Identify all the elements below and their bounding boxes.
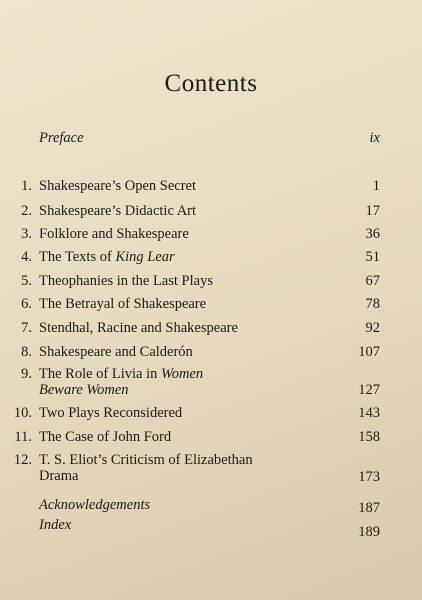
title-italic-text: Women [161,366,204,382]
toc-entry-number: 12. [13,452,32,468]
toc-entry-number: 5. [21,273,32,289]
page-title: Contents [164,70,258,97]
title-text: The Role of Livia in [39,366,162,382]
toc-entry-number: 2. [21,203,32,219]
toc-entry-title: Stendhal, Racine and Shakespeare [39,320,238,336]
toc-entry-title: The Betrayal of Shakespeare [39,296,207,312]
title-italic-text: King Lear [115,249,175,265]
toc-entry-page: 78 [365,296,380,312]
toc-entry-title: Folklore and Shakespeare [39,226,189,242]
title-text: T. S. Eliot’s Criticism of Elizabethan [39,452,253,468]
toc-entry-number: 10. [13,405,32,421]
title-text: The Texts of [39,249,116,265]
toc-entry-title: Shakespeare and Calderón [39,344,193,360]
toc-entry-number: 7. [21,320,32,336]
toc-entry-number: 6. [21,296,32,312]
toc-entry-title: Shakespeare’s Open Secret [39,178,197,194]
toc-entry-number: 11. [14,429,32,445]
toc-entry-title: Shakespeare’s Didactic Art [39,203,197,219]
toc-entry-page: 158 [358,429,380,445]
toc-entry-page: 107 [358,344,380,360]
toc-entry-page: 67 [365,273,380,289]
title-italic-line2: Beware Women [39,382,129,398]
toc-entry-title [39,249,339,265]
toc-entry-title: Theophanies in the Last Plays [39,273,213,289]
toc-entry-page: 17 [365,203,380,219]
toc-entry-page: 127 [358,382,380,398]
toc-entry-page: 173 [358,469,380,485]
title-line2: Drama [39,468,79,484]
toc-entry-title [39,452,339,484]
toc-entry-page: 36 [365,226,380,242]
toc-entry-title: Index [39,517,72,533]
toc-entry-number: 3. [21,226,32,242]
toc-entry-number: 4. [21,249,32,265]
toc-entry-title: Two Plays Reconsidered [39,405,183,421]
toc-entry-title [39,366,339,398]
toc-entry-title: Preface [39,130,84,146]
toc-entry-page: 51 [365,249,380,265]
toc-entry-page: 143 [358,405,380,421]
toc-entry-number: 8. [21,344,32,360]
toc-entry-number: 9. [21,366,32,382]
toc-entry-page: 92 [365,320,380,336]
toc-entry-page: 187 [358,500,380,516]
toc-entry-page: 1 [372,178,380,194]
toc-entry-title: Acknowledgements [39,497,151,513]
toc-entry-page: ix [369,130,380,146]
toc-entry-title: The Case of John Ford [39,429,172,445]
toc-entry-page: 189 [358,524,380,540]
toc-entry-number: 1. [21,178,32,194]
